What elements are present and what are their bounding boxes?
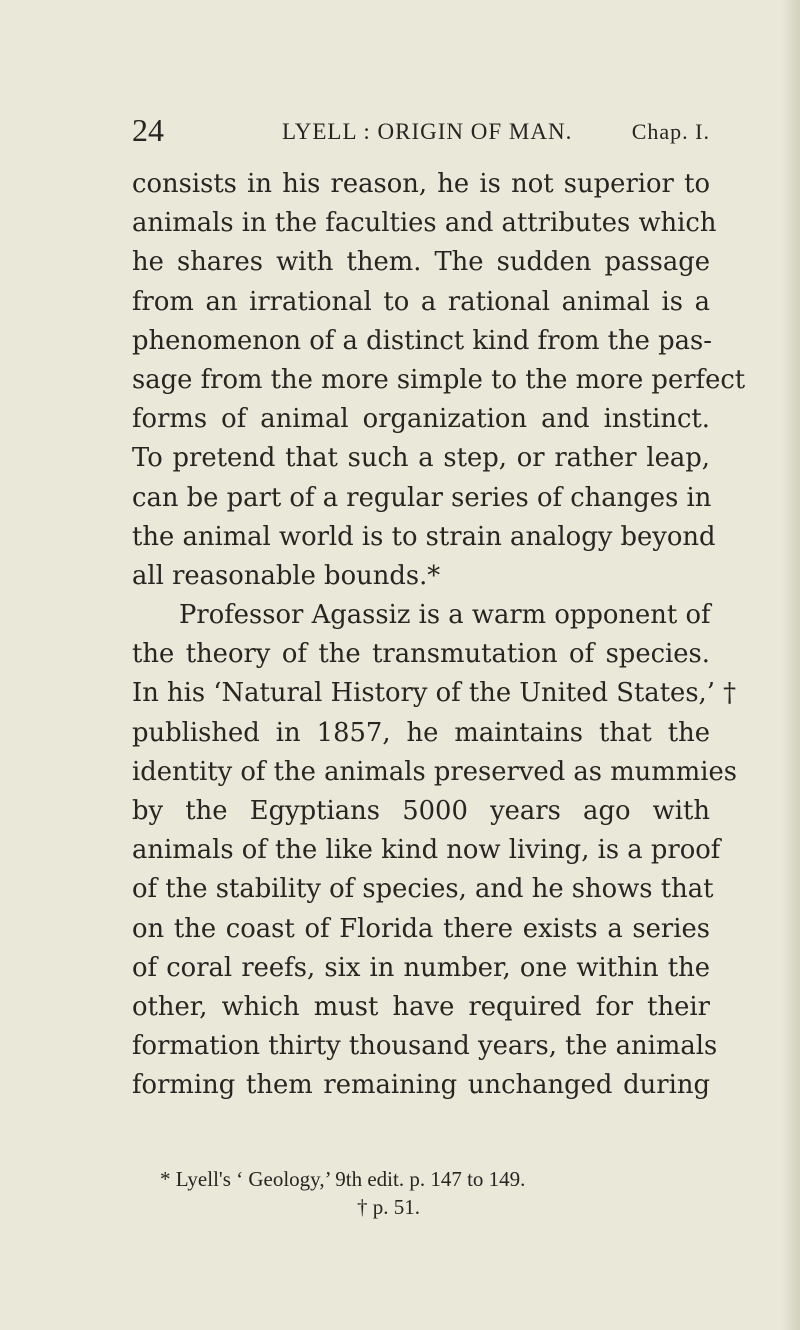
text-line: can be part of a regular series of changes in <box>132 482 712 513</box>
chapter-label: Chap. I. <box>631 119 710 144</box>
running-header <box>132 112 710 152</box>
paragraph-end-line: all reasonable bounds.* <box>132 560 441 591</box>
text-line: formation thirty thousand years, the animals <box>132 1031 718 1062</box>
text-line: of coral reefs, six in number, one within the <box>132 952 710 983</box>
body-text <box>132 165 746 1106</box>
paragraph-start-line: Professor Agassiz is a warm opponent of <box>179 600 711 631</box>
text-line: animals of the like kind now living, is a proof <box>132 835 721 866</box>
text-line: of the stability of species, and he shows that <box>132 874 714 905</box>
footnote: * Lyell's ‘ Geology,’ 9th edit. p. 147 to 149. <box>160 1167 526 1191</box>
text-line: published in 1857, he maintains that the <box>132 717 710 748</box>
text-line: animals in the faculties and attributes which <box>132 208 717 239</box>
footnotes <box>132 1165 710 1221</box>
running-title: LYELL : ORIGIN OF MAN. <box>282 119 573 144</box>
text-line: identity of the animals preserved as mummies <box>132 756 737 787</box>
text-line: To pretend that such a step, or rather leap, <box>132 443 710 474</box>
text-line: phenomenon of a distinct kind from the pas- <box>132 325 712 356</box>
text-line: sage from the more simple to the more perfect <box>132 364 746 395</box>
text-line: forms of animal organization and instinct. <box>132 404 710 435</box>
footnote: † p. 51. <box>357 1195 420 1219</box>
page-number: 24 <box>132 112 164 148</box>
text-line: other, which must have required for their <box>132 991 710 1022</box>
text-line: from an irrational to a rational animal is a <box>132 286 710 317</box>
text-line: by the Egyptians 5000 years ago with <box>132 796 710 826</box>
text-line: the theory of the transmutation of species. <box>132 639 710 670</box>
text-line: the animal world is to strain analogy beyond <box>132 521 716 552</box>
text-line: In his ‘Natural History of the United States,’ † <box>132 678 737 709</box>
text-line: consists in his reason, he is not superior to <box>132 169 710 199</box>
page-edge-shadow <box>782 0 800 1330</box>
text-line: he shares with them. The sudden passage <box>132 247 710 278</box>
text-line: forming them remaining unchanged during <box>132 1070 710 1101</box>
text-line: on the coast of Florida there exists a series <box>132 913 710 944</box>
